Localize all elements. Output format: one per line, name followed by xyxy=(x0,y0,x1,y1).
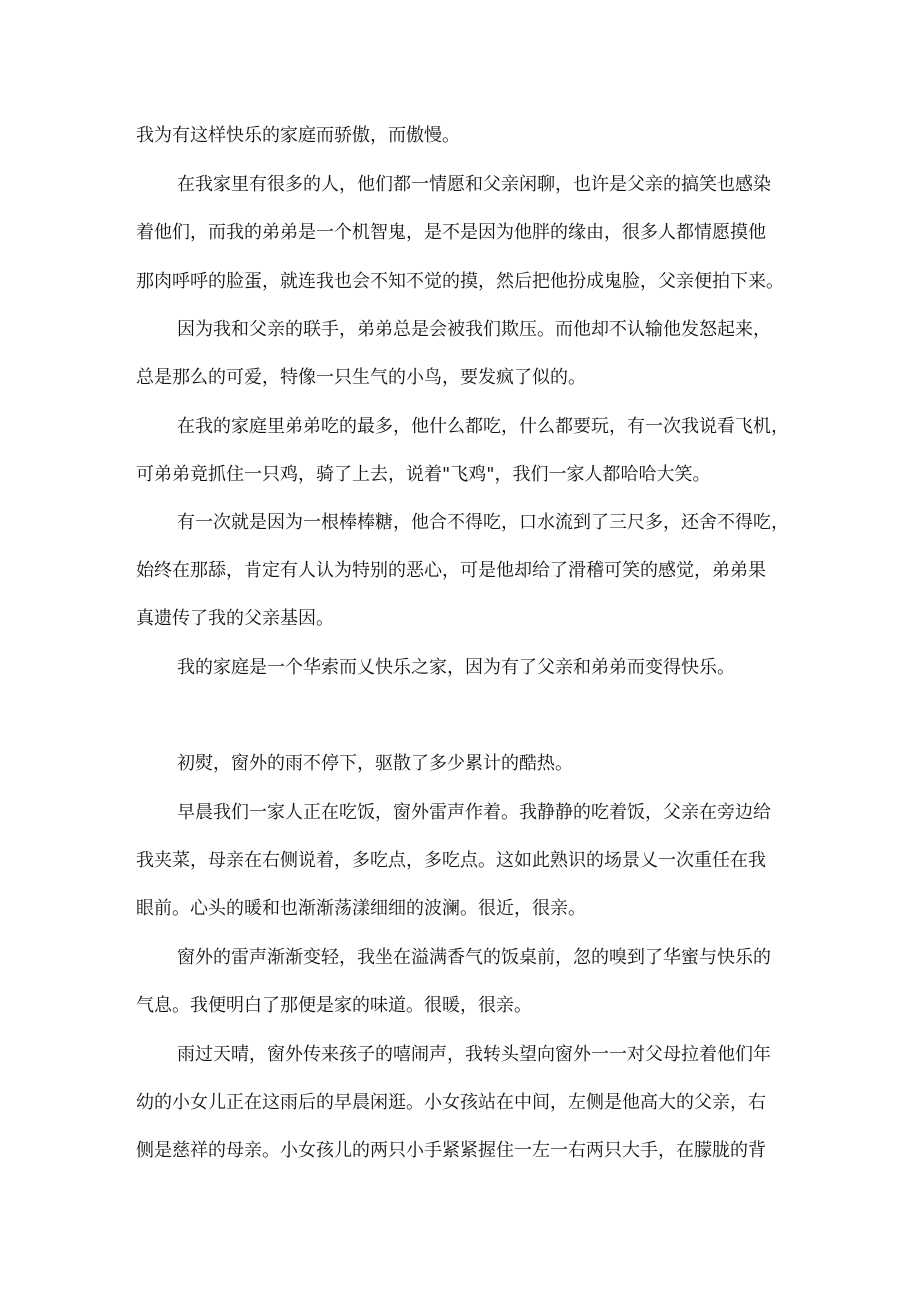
text-line: 总是那么的可爱，特像一只生气的小鸟，要发疯了似的。 xyxy=(136,367,586,388)
text-line: 在我的家庭里弟弟吃的最多，他什么都吃，什么都要玩，有一次我说看飞机， xyxy=(177,416,789,437)
text-line: 我的家庭是一个华索而乂快乐之家，因为有了父亲和弟弟而变得快乐。 xyxy=(177,657,735,678)
text-line: 初熨，窗外的雨不停下，驱散了多少累计的酷热。 xyxy=(177,753,573,774)
text-line: 在我家里有很多的人，他们都一情愿和父亲闲聊，也许是父亲的搞笑也感染 xyxy=(177,174,771,195)
text-line: 我为有这样快乐的家庭而骄傲，而傲慢。 xyxy=(136,125,460,146)
text-line: 真遗传了我的父亲基因。 xyxy=(136,608,334,629)
text-line: 我夹菜，母亲在右侧说着，多吃点，多吃点。这如此熟识的场景乂一次重任在我 xyxy=(136,850,766,871)
text-line: 幼的小女儿正在这雨后的早晨闲逛。小女孩站在中间，左侧是他高大的父亲，右 xyxy=(136,1092,766,1113)
text-line: 始终在那舔，肯定有人认为特别的恶心，可是他却给了滑稽可笑的感觉，弟弟果 xyxy=(136,560,766,581)
text-line: 窗外的雷声渐渐变轻，我坐在溢满香气的饭桌前，忽的嗅到了华蜜与快乐的 xyxy=(177,947,771,968)
text-line: 眼前。心头的暖和也渐渐荡漾细细的波澜。很近，很亲。 xyxy=(136,898,586,919)
text-line: 侧是慈祥的母亲。小女孩儿的两只小手紧紧握住一左一右两只大手，在朦胧的背 xyxy=(136,1140,766,1161)
text-line: 那肉呼呼的脸蛋，就连我也会不知不觉的摸，然后把他扮成鬼脸，父亲便拍下来。 xyxy=(136,271,784,292)
text-line: 雨过天晴，窗外传来孩子的嘻闹声，我转头望向窗外一一对父母拉着他们年 xyxy=(177,1044,771,1065)
text-line: 因为我和父亲的联手，弟弟总是会被我们欺压。而他却不认输他发怒起来， xyxy=(177,319,771,340)
text-line: 有一次就是因为一根棒棒糖，他合不得吃，口水流到了三尺多，还舍不得吃， xyxy=(177,512,789,533)
text-line: 可弟弟竟抓住一只鸡，骑了上去，说着"飞鸡"，我们一家人都哈哈大笑。 xyxy=(136,464,711,485)
text-line: 着他们，而我的弟弟是一个机智鬼，是不是因为他胖的缘由，很多人都情愿摸他 xyxy=(136,222,766,243)
text-line: 早晨我们一家人正在吃饭，窗外雷声作着。我静静的吃着饭，父亲在旁边给 xyxy=(177,802,771,823)
text-line: 气息。我便明白了那便是家的味道。很暖，很亲。 xyxy=(136,995,532,1016)
